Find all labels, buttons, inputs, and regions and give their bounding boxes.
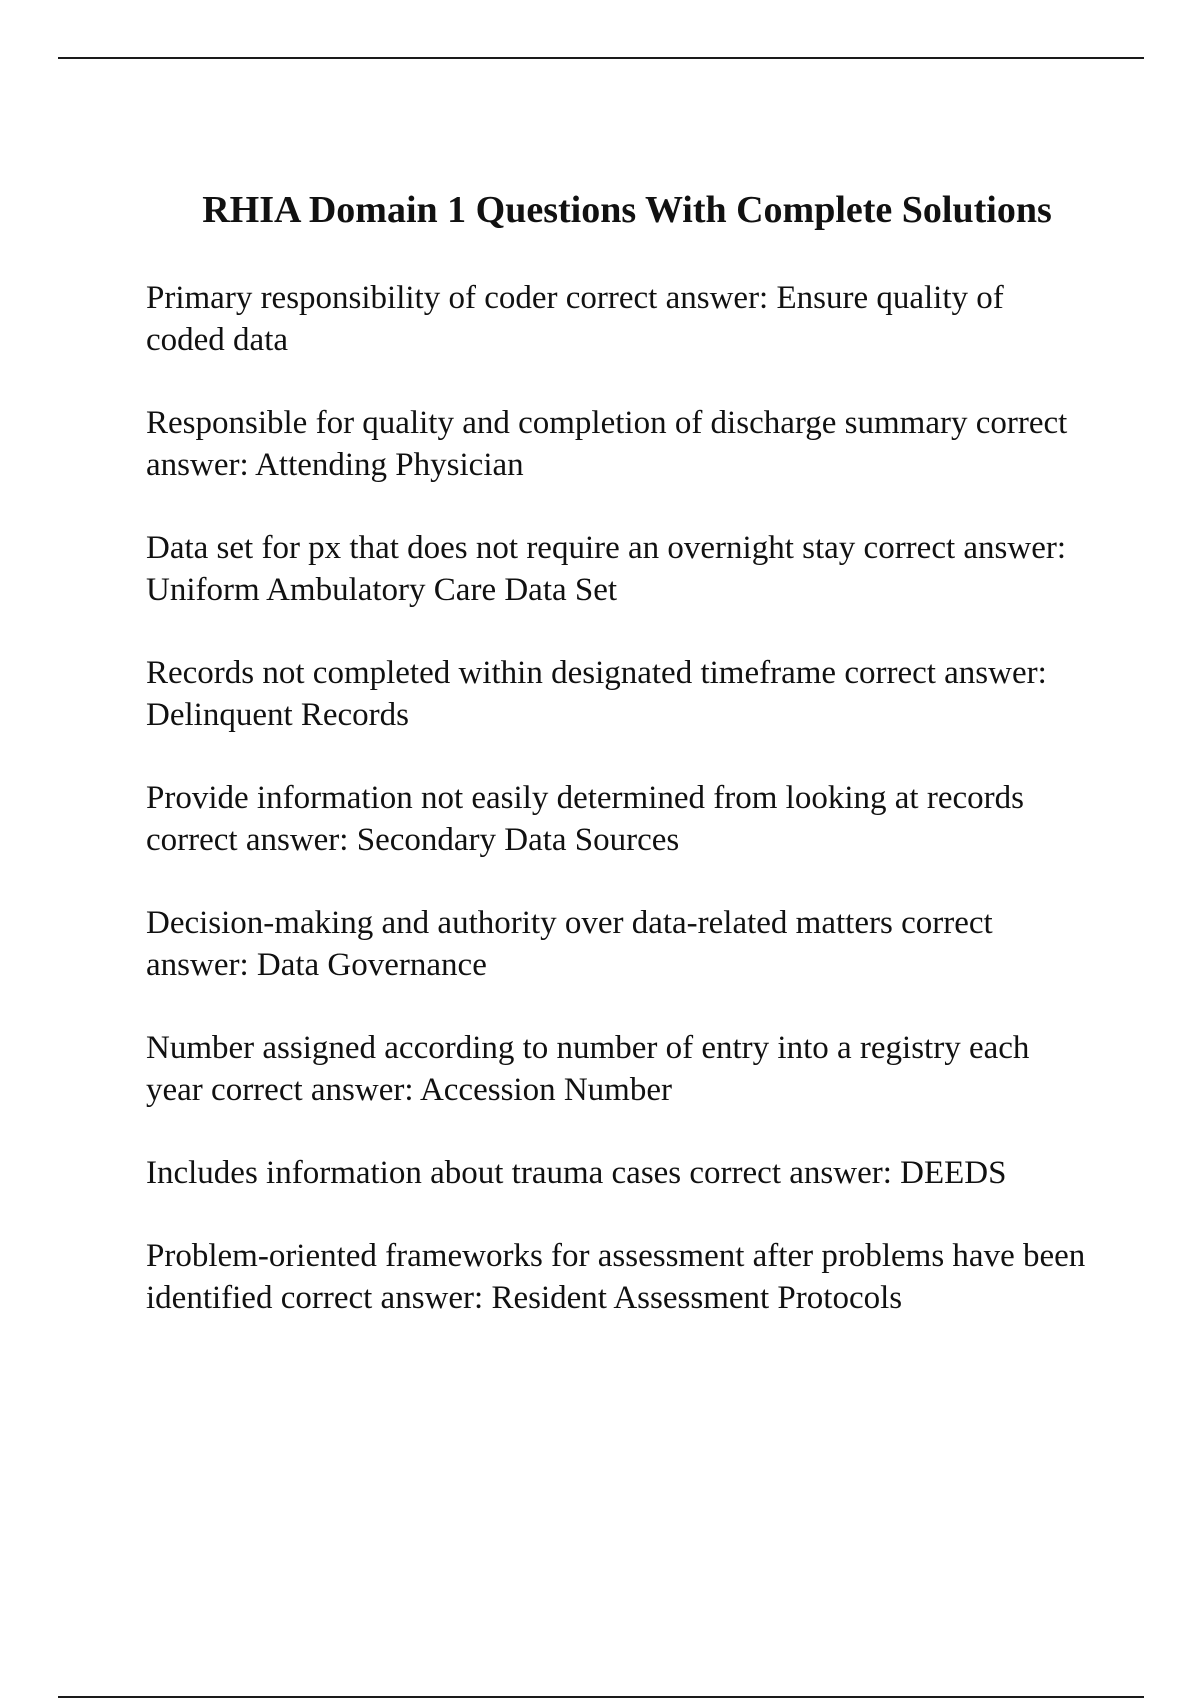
qa-item xyxy=(146,777,1086,861)
answer-text: Delinquent Records xyxy=(146,697,410,733)
question-text: Number assigned according to number of entry into a registry each year xyxy=(146,1030,1038,1108)
answer-label: correct answer: xyxy=(146,822,349,858)
footer-rule xyxy=(58,1696,1144,1698)
question-text: Responsible for quality and completion of discharge summary xyxy=(146,405,968,441)
question-text: Problem-oriented frameworks for assessment after problems have been identified xyxy=(146,1238,1094,1316)
answer-label: correct answer: xyxy=(146,405,1076,483)
answer-label: correct answer: xyxy=(146,905,1001,983)
qa-item xyxy=(146,1235,1094,1319)
answer-text: Secondary Data Sources xyxy=(356,822,680,858)
answer-label: correct answer: xyxy=(211,1072,414,1108)
answer-text: Ensure quality of coded data xyxy=(146,280,1013,358)
answer-text: DEEDS xyxy=(900,1155,1007,1191)
answer-text: Uniform Ambulatory Care Data Set xyxy=(146,572,618,608)
qa-item xyxy=(146,1152,1086,1194)
question-text: Decision-making and authority over data-related matters xyxy=(146,905,893,941)
qa-item xyxy=(146,402,1086,486)
answer-label: correct answer: xyxy=(689,1155,892,1191)
answer-label: correct answer: xyxy=(565,280,769,316)
answer-label: correct answer: xyxy=(863,530,1067,566)
answer-label: correct answer: xyxy=(280,1280,484,1316)
answer-text: Accession Number xyxy=(419,1072,672,1108)
question-text: Provide information not easily determined from looking at records xyxy=(146,780,1024,816)
question-text: Records not completed within designated timeframe xyxy=(146,655,837,691)
qa-item xyxy=(146,652,1086,736)
page-title: RHIA Domain 1 Questions With Complete Solutions xyxy=(202,189,1052,231)
question-text: Data set for px that does not require an overnight stay xyxy=(146,530,856,566)
qa-list xyxy=(146,277,1094,1360)
question-text: Primary responsibility of coder xyxy=(146,280,558,316)
question-text: Includes information about trauma cases xyxy=(146,1155,682,1191)
qa-item xyxy=(146,277,1086,361)
answer-text: Attending Physician xyxy=(255,447,524,483)
qa-item xyxy=(146,902,1086,986)
answer-text: Resident Assessment Protocols xyxy=(491,1280,903,1316)
header-rule xyxy=(58,57,1144,59)
answer-text: Data Governance xyxy=(256,947,487,983)
qa-item xyxy=(146,527,1086,611)
answer-label: correct answer: xyxy=(844,655,1047,691)
qa-item xyxy=(146,1027,1086,1111)
